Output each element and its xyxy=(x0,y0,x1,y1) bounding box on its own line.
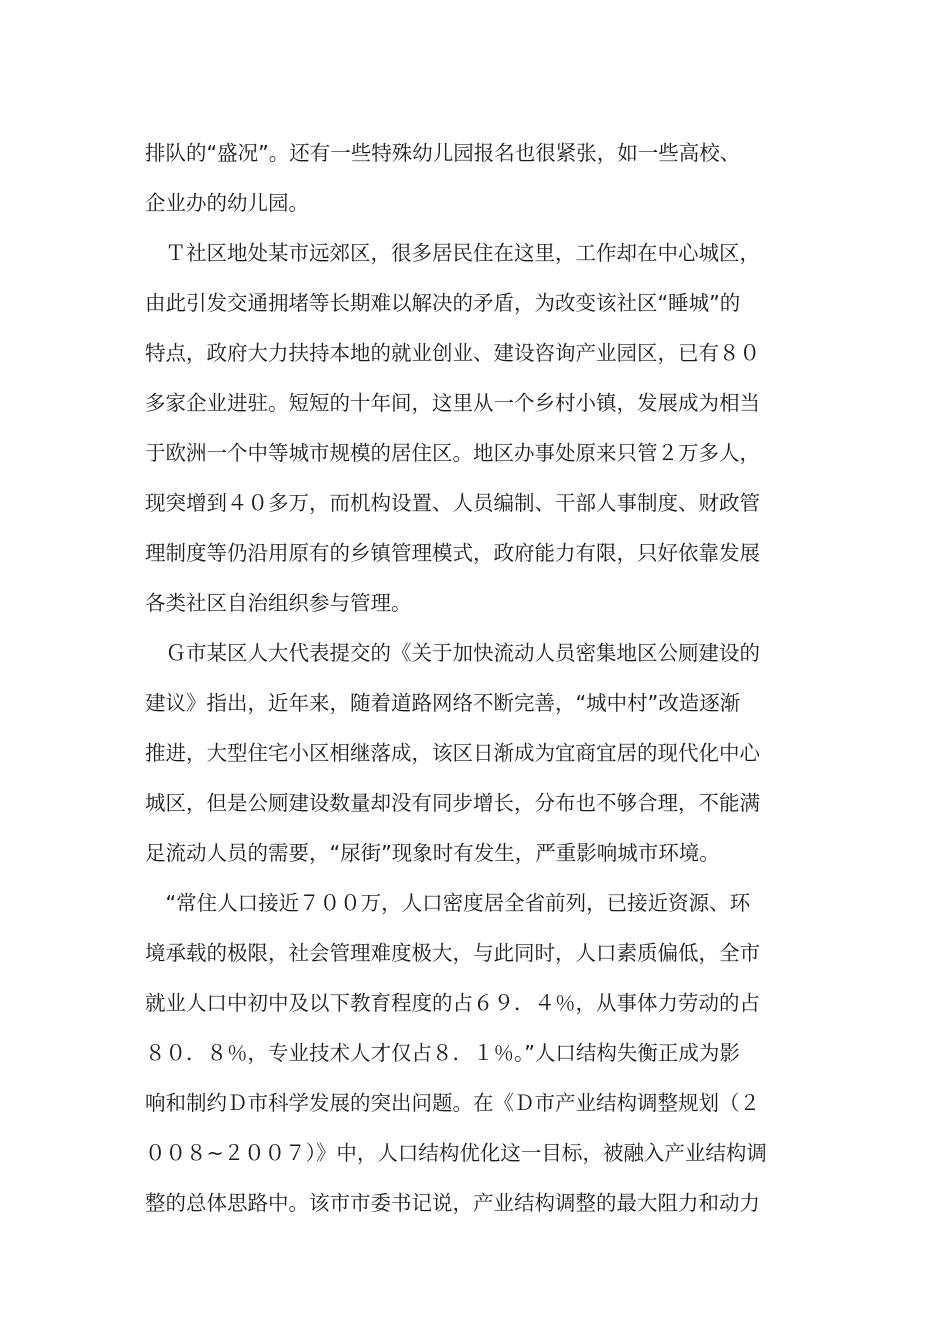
text-line: ８０．８％，专业技术人才仅占８．１％。”人口结构失衡正成为影 xyxy=(145,1041,740,1065)
text-line: 排队的“盛况”。还有一些特殊幼儿园报名也很紧张，如一些高校、 xyxy=(145,141,741,165)
text-line: 各类社区自治组织参与管理。 xyxy=(145,591,412,615)
text-line: 推进，大型住宅小区相继落成，该区日渐成为宜商宜居的现代化中心 xyxy=(145,741,760,765)
text-line: 理制度等仍沿用原有的乡镇管理模式，政府能力有限，只好依靠发展 xyxy=(145,541,760,565)
text-line: 就业人口中初中及以下教育程度的占６９．４％，从事体力劳动的占 xyxy=(145,991,760,1015)
text-line: 整的总体思路中。该市市委书记说，产业结构调整的最大阻力和动力 xyxy=(145,1191,760,1215)
text-line: 响和制约Ｄ市科学发展的突出问题。在《Ｄ市产业结构调整规划（２ xyxy=(145,1091,760,1115)
text-line: 足流动人员的需要，“尿街”现象时有发生，严重影响城市环境。 xyxy=(145,841,720,865)
text-line: 城区，但是公厕建设数量却没有同步增长，分布也不够合理，不能满 xyxy=(145,791,760,815)
text-line: “常住人口接近７００万，人口密度居全省前列，已接近资源、环 xyxy=(145,891,751,915)
body-text xyxy=(145,128,813,1228)
text-line: Ｔ社区地处某市远郊区，很多居民住在这里，工作却在中心城区， xyxy=(145,241,760,265)
text-line: 现突增到４０多万，而机构设置、人员编制、干部人事制度、财政管 xyxy=(145,491,760,515)
text-line: 境承载的极限，社会管理难度极大，与此同时，人口素质偏低，全市 xyxy=(145,941,760,965)
text-line: 企业办的幼儿园。 xyxy=(145,191,309,215)
text-line: 由此引发交通拥堵等长期难以解决的矛盾，为改变该社区“睡城”的 xyxy=(145,291,741,315)
text-line: 多家企业进驻。短短的十年间，这里从一个乡村小镇，发展成为相当 xyxy=(145,391,760,415)
text-line: 特点，政府大力扶持本地的就业创业、建设咨询产业园区，已有８０ xyxy=(145,341,760,365)
text-line: ００８~２００７）》中，人口结构优化这一目标，被融入产业结构调 xyxy=(145,1141,767,1165)
text-line: 建议》指出，近年来，随着道路网络不断完善，“城中村”改造逐渐 xyxy=(145,691,741,715)
text-line: Ｇ市某区人大代表提交的《关于加快流动人员密集地区公厕建设的 xyxy=(145,641,760,665)
text-line: 于欧洲一个中等城市规模的居住区。地区办事处原来只管２万多人， xyxy=(145,441,760,465)
